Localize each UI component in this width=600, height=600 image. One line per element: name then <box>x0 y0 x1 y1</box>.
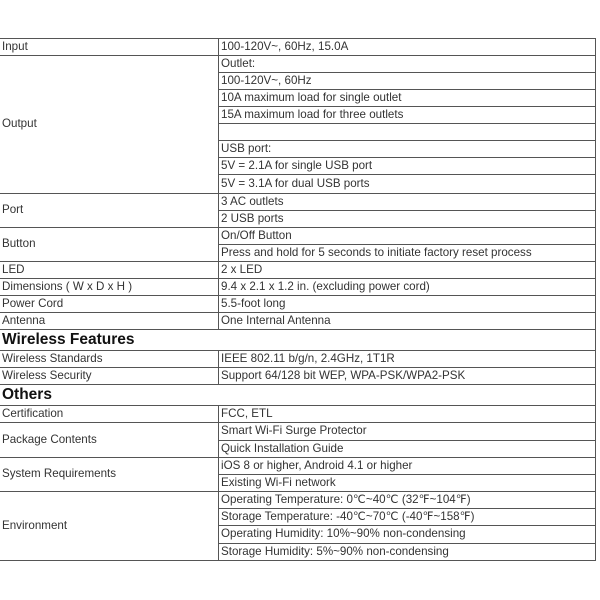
spec-value-certification: FCC, ETL <box>221 406 273 420</box>
subrow-divider <box>219 210 595 211</box>
row-divider <box>0 278 595 279</box>
row-divider <box>0 227 595 228</box>
spec-value-output: USB port: <box>221 141 272 155</box>
row-divider <box>0 350 595 351</box>
spec-value-output: 100-120V~, 60Hz <box>221 73 312 87</box>
row-divider <box>0 491 595 492</box>
row-divider <box>0 422 595 423</box>
spec-value-package-contents: Smart Wi-Fi Surge Protector <box>221 424 367 438</box>
row-divider <box>0 367 595 368</box>
spec-label-port: Port <box>2 203 24 217</box>
subrow-divider <box>219 440 595 441</box>
spec-value-environment: Storage Temperature: -40℃~70℃ (-40℉~158℉) <box>221 509 475 523</box>
spec-value-package-contents: Quick Installation Guide <box>221 441 344 455</box>
spec-value-environment: Storage Humidity: 5%~90% non-condensing <box>221 544 449 558</box>
spec-value-button: Press and hold for 5 seconds to initiate factory reset process <box>221 245 532 259</box>
subrow-divider <box>219 543 595 544</box>
spec-label-output: Output <box>2 117 37 131</box>
spec-label-power-cord: Power Cord <box>2 296 64 310</box>
spec-value-environment: Operating Humidity: 10%~90% non-condensing <box>221 527 466 541</box>
spec-label-led: LED <box>2 262 25 276</box>
spec-label-button: Button <box>2 237 36 251</box>
table-border-bottom <box>0 560 595 561</box>
spec-value-output: 5V = 2.1A for single USB port <box>221 158 373 172</box>
subrow-divider <box>219 157 595 158</box>
row-divider <box>0 384 595 385</box>
subrow-divider <box>219 123 595 124</box>
subrow-divider <box>219 140 595 141</box>
table-border-right <box>595 38 596 561</box>
spec-value-output <box>221 123 596 140</box>
spec-label-package-contents: Package Contents <box>2 432 97 446</box>
subrow-divider <box>219 106 595 107</box>
spec-value-wireless-security: Support 64/128 bit WEP, WPA-PSK/WPA2-PSK <box>221 368 466 382</box>
spec-label-dimensions: Dimensions ( W x D x H ) <box>2 279 133 293</box>
subrow-divider <box>219 89 595 90</box>
row-divider <box>0 295 595 296</box>
column-divider <box>218 38 219 330</box>
spec-value-wireless-standards: IEEE 802.11 b/g/n, 2.4GHz, 1T1R <box>221 351 395 365</box>
spec-value-button: On/Off Button <box>221 228 292 242</box>
spec-label-wireless-security: Wireless Security <box>2 368 92 382</box>
row-divider <box>0 457 595 458</box>
spec-value-port: 2 USB ports <box>221 211 284 225</box>
spec-value-input: 100-120V~, 60Hz, 15.0A <box>221 39 349 53</box>
spec-value-led: 2 x LED <box>221 262 263 276</box>
spec-value-output: 5V = 3.1A for dual USB ports <box>221 176 370 190</box>
spec-value-output: 15A maximum load for three outlets <box>221 107 404 121</box>
subrow-divider <box>219 474 595 475</box>
row-divider <box>0 55 595 56</box>
spec-value-port: 3 AC outlets <box>221 194 284 208</box>
row-divider <box>0 193 595 194</box>
spec-value-antenna: One Internal Antenna <box>221 313 331 327</box>
subrow-divider <box>219 525 595 526</box>
spec-value-environment: Operating Temperature: 0℃~40℃ (32℉~104℉) <box>221 492 471 506</box>
spec-value-output: Outlet: <box>221 56 256 70</box>
spec-value-system-requirements: iOS 8 or higher, Android 4.1 or higher <box>221 458 413 472</box>
column-divider <box>218 405 219 561</box>
section-heading-others: Others <box>2 386 52 404</box>
row-divider <box>0 405 595 406</box>
subrow-divider <box>219 244 595 245</box>
subrow-divider <box>219 174 595 175</box>
spec-label-antenna: Antenna <box>2 313 46 327</box>
spec-value-output: 10A maximum load for single outlet <box>221 90 402 104</box>
spec-value-system-requirements: Existing Wi-Fi network <box>221 475 336 489</box>
spec-value-dimensions: 9.4 x 2.1 x 1.2 in. (excluding power cord) <box>221 279 430 293</box>
spec-label-system-requirements: System Requirements <box>2 467 117 481</box>
column-divider <box>218 350 219 385</box>
row-divider <box>0 312 595 313</box>
spec-label-wireless-standards: Wireless Standards <box>2 351 103 365</box>
spec-label-certification: Certification <box>2 406 64 420</box>
row-divider <box>0 261 595 262</box>
spec-label-environment: Environment <box>2 518 68 532</box>
spec-value-power-cord: 5.5-foot long <box>221 296 286 310</box>
spec-label-input: Input <box>2 39 28 53</box>
table-border-top <box>0 38 595 39</box>
subrow-divider <box>219 72 595 73</box>
row-divider <box>0 329 595 330</box>
subrow-divider <box>219 508 595 509</box>
section-heading-wireless: Wireless Features <box>2 331 135 349</box>
